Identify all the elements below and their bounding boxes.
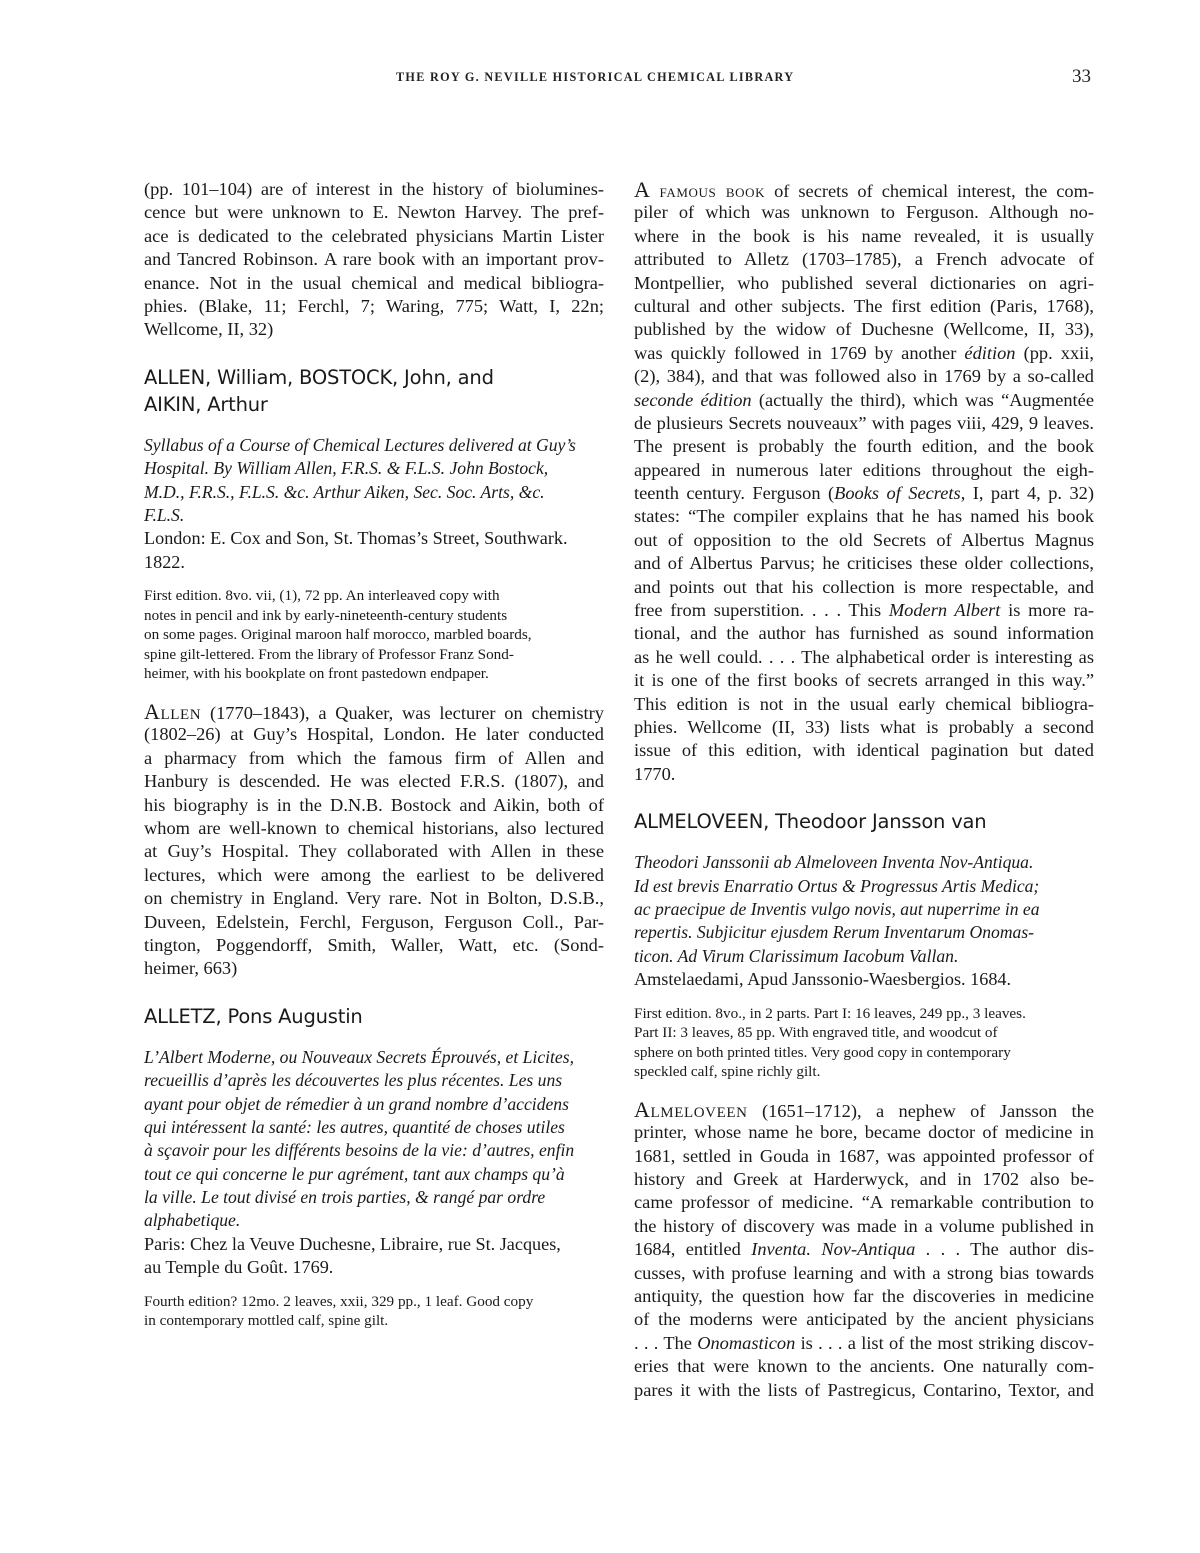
text-line: as he well could. . . . The alphabetical order is interesting as [634, 646, 1094, 667]
title-line: ac praecipue de Inventis vulgo novis, aut nuperrime in ea [634, 898, 1040, 919]
text-line: Duveen, Edelstein, Ferchl, Ferguson, Ferguson Coll., Par- [144, 911, 604, 932]
right-column [634, 178, 1094, 1402]
collation-line: First edition. 8vo. vii, (1), 72 pp. An interleaved copy with [144, 587, 500, 605]
imprint-almeloveen [634, 968, 1094, 991]
text-line: the history of discovery was made in a volume published in [634, 1215, 1094, 1236]
text-line: de plusieurs Secrets nouveaux” with pages viii, 429, 9 leaves. [634, 412, 1094, 433]
text-line: tional, and the author has furnished as sound information [634, 623, 1094, 644]
commentary-almeloveen [634, 1098, 1094, 1402]
text-line: 1770. [634, 763, 676, 784]
commentary-allen [144, 700, 604, 981]
entry-heading-alletz [144, 1003, 604, 1030]
running-title: THE ROY G. NEVILLE HISTORICAL CHEMICAL LIBRARY [396, 70, 795, 84]
text-line: where in the book is his name revealed, it is usually [634, 225, 1094, 246]
text-line: out of opposition to the old Secrets of Albertus Magnus [634, 529, 1094, 550]
title-line: la ville. Le tout divisé en trois parties, & rangé par ordre [144, 1187, 546, 1208]
title-line: qui intéressent la santé: les autres, quantité de choses utiles [144, 1116, 565, 1137]
title-line: Syllabus of a Course of Chemical Lectures delivered at Guy’s [144, 434, 576, 455]
text-line: Montpellier, who published several dictionaries on agri- [634, 272, 1094, 293]
text-line: 1681, settled in Gouda in 1687, was appointed professor of [634, 1145, 1094, 1166]
text-line: of the moderns were anticipated by the ancient physicians [634, 1309, 1094, 1330]
collation-almeloveen [634, 1004, 1094, 1082]
text-line: a pharmacy from which the famous firm of Allen and [144, 747, 604, 768]
text-line: cultural and other subjects. The first edition (Paris, 1768), [634, 295, 1094, 316]
text-line: antiquity, the question how far the discoveries in medicine [634, 1286, 1094, 1306]
text-line: it is one of the first books of secrets arranged in this way.” [634, 670, 1094, 691]
italic-fragment: Inventa. Nov-Antiqua [751, 1239, 916, 1260]
text-line: pares it with the lists of Pastregicus, Contarino, Textor, and [634, 1379, 1094, 1400]
text-fragment: (pp. xxii, [1015, 342, 1094, 363]
text-line: his biography is in the D.N.B. Bostock and Aikin, both of [144, 794, 604, 815]
text-line [634, 1098, 1094, 1121]
text-line: (1802–26) at Guy’s Hospital, London. He later conducted [144, 724, 604, 745]
entry-heading-almeloveen [634, 808, 1094, 835]
lead-word: Allen [144, 700, 202, 724]
text-line: states: “The compiler explains that he has named his book [634, 506, 1094, 527]
text-line: piler of which was unknown to Ferguson. Although no- [634, 202, 1094, 223]
title-line: Id est brevis Enarratio Ortus & Progressus Artis Medica; [634, 875, 1040, 896]
text-fragment: teenth century. Ferguson ( [634, 483, 835, 504]
text-fragment: is more ra- [1000, 600, 1094, 621]
continuation-paragraph [144, 178, 604, 342]
book-title-allen [144, 434, 604, 528]
title-line: F.L.S. [144, 504, 185, 525]
text-fragment: . . . The [634, 1332, 698, 1353]
collation-line: on some pages. Original maroon half morocco, marbled boards, [144, 626, 532, 644]
text-fragment: , I, part 4, p. 32) [960, 483, 1094, 504]
title-line: Theodori Janssonii ab Almeloveen Inventa Nov-Antiqua. [634, 852, 1034, 873]
text-line: history and Greek at Harderwyck, and in 1702 also be- [634, 1169, 1094, 1190]
text-line: (2), 384), and that was followed also in 1769 by a so-called [634, 366, 1094, 387]
collation-alletz [144, 1292, 604, 1331]
italic-fragment: édition [964, 342, 1016, 363]
text-fragment: (1651–1712), a nephew of Jansson the [747, 1100, 1094, 1121]
text-line: on chemistry in England. Very rare. Not in Bolton, D.S.B., [144, 888, 604, 909]
collation-line: in contemporary mottled calf, spine gilt. [144, 1312, 389, 1330]
text-line [144, 700, 604, 723]
text-line [634, 342, 1094, 365]
heading-line: ALMELOVEEN, Theodoor Jansson van [634, 810, 987, 834]
text-line: tington, Poggendorff, Smith, Waller, Watt, etc. (Sond- [144, 934, 604, 955]
book-title-alletz [144, 1046, 604, 1233]
text-line [634, 1332, 1094, 1355]
collation-line: sphere on both printed titles. Very good copy in contemporary [634, 1043, 1011, 1061]
italic-fragment: seconde édition [634, 389, 752, 410]
title-line: à sçavoir pour les différents besoins de la vie: d’autres, enfin [144, 1140, 575, 1161]
page-number: 33 [1072, 66, 1091, 87]
collation-line: heimer, with his bookplate on front pastedown endpaper. [144, 665, 489, 683]
imprint-line: Amstelaedami, Apud Janssonio-Waesbergios. 1684. [634, 969, 1012, 990]
text-line [634, 1238, 1094, 1261]
text-fragment: free from superstition. . . . This [634, 600, 889, 621]
text-line: phies. Wellcome (II, 33) lists what is probably a second [634, 716, 1094, 737]
text-line: issue of this edition, with identical pagination but dated [634, 740, 1094, 761]
text-line [634, 389, 1094, 412]
lead-smallcaps: famous book [649, 181, 766, 201]
text-line: The present is probably the fourth edition, and the book [634, 436, 1094, 457]
text-line: and Tancred Robinson. A rare book with an important prov- [144, 249, 604, 270]
italic-fragment: Modern Albert [888, 600, 1001, 621]
text-fragment: is . . . a list of the most striking discov- [795, 1332, 1094, 1353]
title-line: M.D., F.R.S., F.L.S. &c. Arthur Aiken, Sec. Soc. Arts, &c. [144, 481, 545, 502]
title-line: recueillis d’après les découvertes les plus récentes. Les uns [144, 1070, 563, 1091]
imprint-allen [144, 527, 604, 574]
text-line: ace is dedicated to the celebrated physicians Martin Lister [144, 225, 604, 246]
text-line: eries that were known to the ancients. One naturally com- [634, 1356, 1094, 1377]
left-column [144, 178, 604, 1331]
text-line: phies. (Blake, 11; Ferchl, 7; Waring, 775; Watt, I, 22n; [144, 295, 604, 316]
text-line: and of Albertus Parvus; he criticises these older collections, [634, 553, 1094, 574]
text-line: cusses, with profuse learning and with a strong bias towards [634, 1262, 1094, 1283]
lead-initial: A [634, 178, 650, 202]
lead-word: Almeloveen [634, 1097, 748, 1122]
text-fragment: (1770–1843), a Quaker, was lecturer on chemistry [201, 703, 604, 724]
text-line: printer, whose name he bore, became doctor of medicine in [634, 1122, 1094, 1143]
text-line: and points out that his collection is more respectable, and [634, 576, 1094, 597]
text-fragment: . . . The author dis- [915, 1239, 1094, 1260]
text-line: (pp. 101–104) are of interest in the history of biolumines- [144, 179, 604, 199]
book-title-almeloveen [634, 851, 1094, 968]
title-line: alphabetique. [144, 1210, 241, 1231]
title-line: ayant pour objet de rémedier à un grand nombre d’accidens [144, 1093, 569, 1114]
title-line: Hospital. By William Allen, F.R.S. & F.L.S. John Bostock, [144, 458, 549, 479]
italic-fragment: Onomasticon [697, 1332, 796, 1353]
text-line: came professor of medicine. “A remarkable contribution to [634, 1192, 1094, 1213]
text-line: Wellcome, II, 32) [144, 319, 274, 340]
text-line: attributed to Alletz (1703–1785), a French advocate of [634, 249, 1094, 270]
imprint-line: 1822. [144, 551, 185, 572]
imprint-line: London: E. Cox and Son, St. Thomas’s Street, Southwark. [144, 528, 568, 549]
collation-line: speckled calf, spine richly gilt. [634, 1063, 821, 1081]
text-line: enance. Not in the usual chemical and medical bibliogra- [144, 272, 604, 293]
heading-line: ALLETZ, Pons Augustin [144, 1004, 363, 1028]
imprint-line: au Temple du Goût. 1769. [144, 1257, 334, 1278]
text-line: lectures, which were among the earliest to be delivered [144, 864, 604, 885]
text-line: published by the widow of Duchesne (Wellcome, II, 33), [634, 319, 1094, 340]
text-fragment: was quickly followed in 1769 by another [634, 342, 965, 363]
text-line: This edition is not in the usual early chemical bibliogra- [634, 693, 1094, 714]
heading-line: ALLEN, William, BOSTOCK, John, and [144, 365, 494, 389]
imprint-line: Paris: Chez la Veuve Duchesne, Libraire, rue St. Jacques, [144, 1233, 561, 1254]
title-line: repertis. Subjicitur ejusdem Rerum Inventarum Onomas- [634, 922, 1035, 943]
commentary-alletz [634, 178, 1094, 786]
text-line: appeared in numerous later editions throughout the eigh- [634, 459, 1094, 480]
heading-line: AIKIN, Arthur [144, 392, 268, 416]
text-line [634, 599, 1094, 622]
text-fragment: 1684, entitled [634, 1239, 752, 1260]
text-line: Hanbury is descended. He was elected F.R.S. (1807), and [144, 771, 604, 792]
text-line: heimer, 663) [144, 958, 238, 979]
collation-allen [144, 586, 604, 684]
title-line: ticon. Ad Virum Clarissimum Iacobum Vallan. [634, 945, 959, 966]
collation-line: Fourth edition? 12mo. 2 leaves, xxii, 329 pp., 1 leaf. Good copy [144, 1292, 534, 1310]
text-fragment: (actually the third), which was “Augmentée [751, 389, 1094, 410]
text-fragment: of secrets of chemical interest, the com- [765, 181, 1094, 201]
text-line: at Guy’s Hospital. They collaborated with Allen in these [144, 841, 604, 862]
text-line [634, 178, 1094, 201]
title-line: tout ce qui concerne le pur agrément, tant aux champs qu’à [144, 1163, 565, 1184]
collation-line: First edition. 8vo., in 2 parts. Part I: 16 leaves, 249 pp., 3 leaves. [634, 1004, 1026, 1022]
text-line: cence but were unknown to E. Newton Harvey. The pref- [144, 202, 604, 223]
entry-heading-allen [144, 364, 604, 418]
collation-line: notes in pencil and ink by early-nineteenth-century students [144, 606, 508, 624]
collation-line: Part II: 3 leaves, 85 pp. With engraved title, and woodcut of [634, 1024, 998, 1042]
imprint-alletz [144, 1233, 604, 1280]
title-line: L’Albert Moderne, ou Nouveaux Secrets Éprouvés, et Licites, [144, 1046, 574, 1067]
collation-line: spine gilt-lettered. From the library of Professor Franz Sond- [144, 645, 514, 663]
text-line: whom are well-known to chemical historians, also lectured [144, 818, 604, 838]
italic-fragment: Books of Secrets [834, 483, 961, 504]
text-line [634, 482, 1094, 505]
